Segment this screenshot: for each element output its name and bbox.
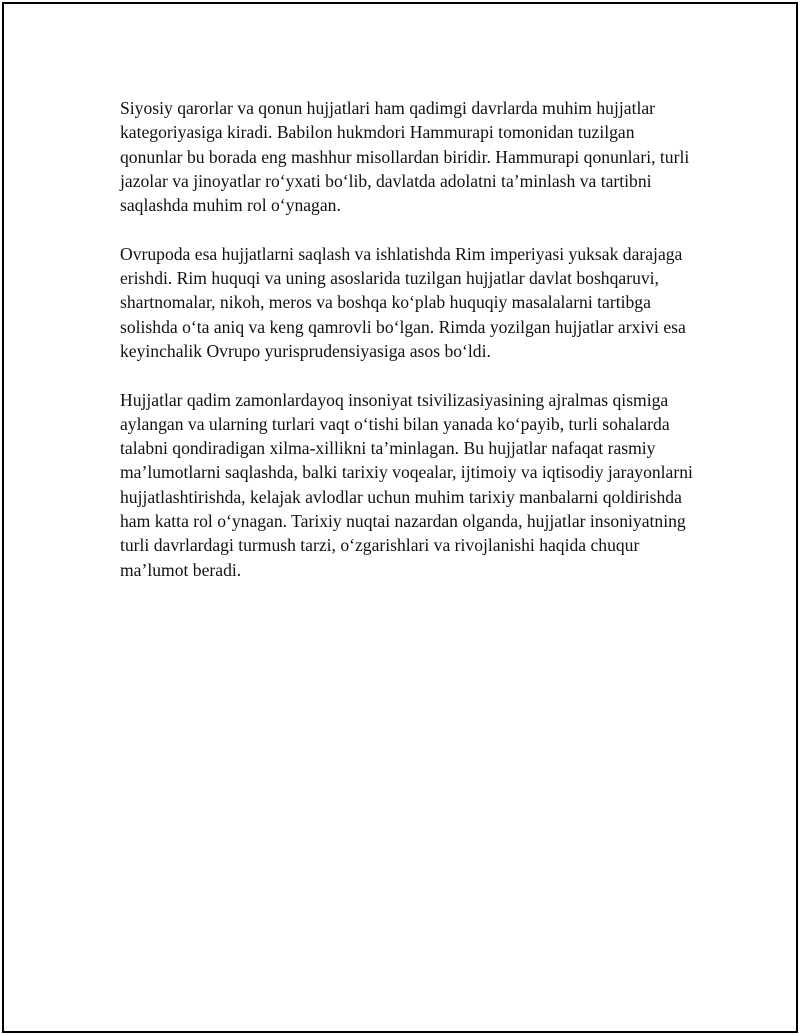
- document-page: [2, 2, 798, 1033]
- paragraph-3: Hujjatlar qadim zamonlardayoq insoniyat tsivilizasiyasining ajralmas qismiga aylangan va ularning turlari vaqt o‘tishi bilan yanada ko‘payib, turli sohalarda talabni qondiradigan xilma-xillikni ta’minlagan. Bu hujjatlar nafaqat rasmiy ma’lumotlarni saqlashda, balki tarixiy voqealar, ijtimoiy va iqtisodiy jarayonlarni hujjatlashtirishda, kelajak avlodlar uchun muhim tarixiy manbalarni qoldirishda ham katta rol o‘ynagan. Tarixiy nuqtai nazardan olganda, hujjatlar insoniyatning turli davrlardagi turmush tarzi, o‘zgarishlari va rivojlanishi haqida chuqur ma’lumot beradi.: [120, 389, 693, 580]
- paragraph-1: Siyosiy qarorlar va qonun hujjatlari ham qadimgi davrlarda muhim hujjatlar kategoriyasiga kiradi. Babilon hukmdori Hammurapi tomonidan tuzilgan qonunlar bu borada eng mashhur misollardan biridir. Hammurapi qonunlari, turli jazolar va jinoyatlar ro‘yxati bo‘lib, davlatda adolatni ta’minlash va tartibni saqlashda muhim rol o‘ynagan.: [120, 98, 690, 216]
- document-body: [120, 96, 700, 606]
- paragraph-2: Ovrupoda esa hujjatlarni saqlash va ishlatishda Rim imperiyasi yuksak darajaga erishdi. Rim huquqi va uning asoslarida tuzilgan hujjatlar davlat boshqaruvi, shartnomalar, nikoh, meros va boshqa ko‘plab huquqiy masalalarni tartibga solishda o‘ta aniq va keng qamrovli bo‘lgan. Rimda yozilgan hujjatlar arxivi esa keyinchalik Ovrupo yurisprudensiyasiga asos bo‘ldi.: [120, 243, 686, 361]
